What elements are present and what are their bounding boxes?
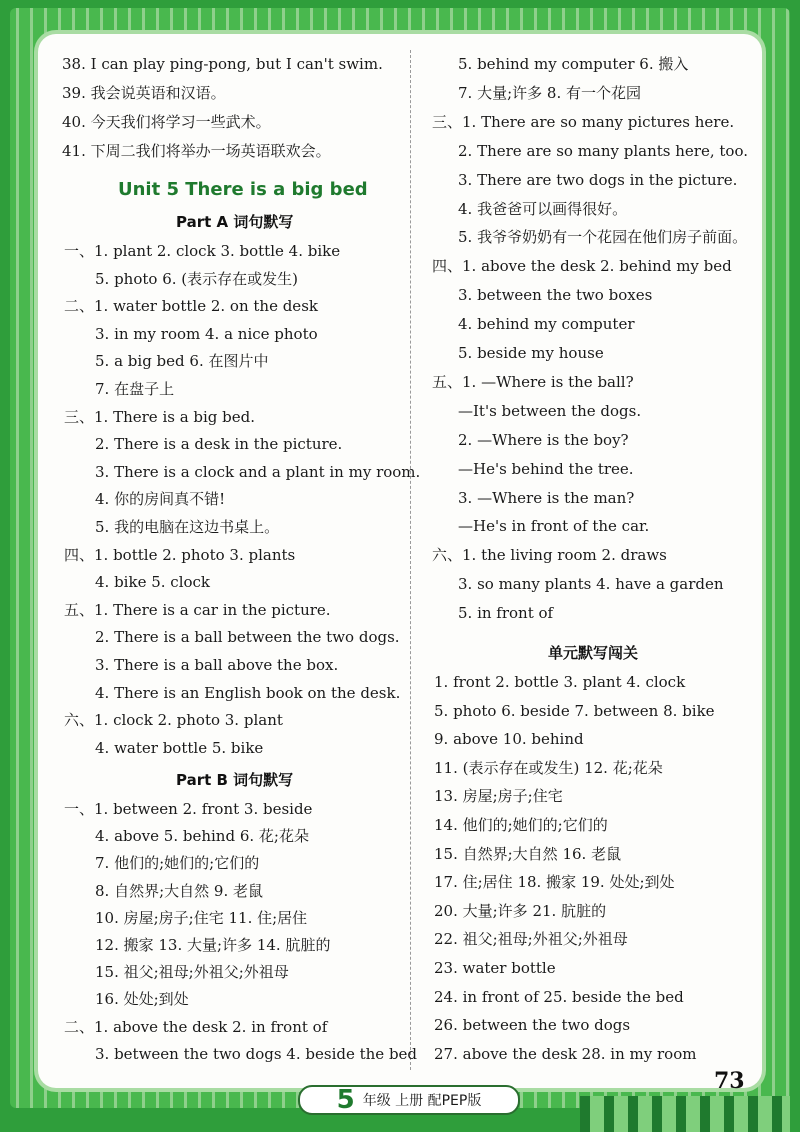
right-lines-line: 5. in front of [458, 604, 554, 623]
part-b-title: Part B 词句默写 [176, 771, 294, 789]
part-a-title: Part A 词句默写 [176, 213, 294, 231]
unit-test-lines-line: 9. above 10. behind [434, 730, 584, 749]
grade-number: 5 [336, 1085, 355, 1115]
part-a-lines-line: 五、1. There is a car in the picture. [64, 600, 331, 619]
right-lines-line: 4. behind my computer [458, 315, 635, 334]
part-a-lines-line: 4. There is an English book on the desk. [95, 683, 401, 702]
right-lines-line: 五、1. —Where is the ball? [432, 372, 634, 391]
unit-test-lines-line: 11. (表示存在或发生) 12. 花;花朵 [434, 758, 663, 777]
unit-test-lines-line: 15. 自然界;大自然 16. 老鼠 [434, 844, 622, 863]
part-a-lines-line: 四、1. bottle 2. photo 3. plants [64, 545, 296, 564]
unit-test-lines-line: 17. 住;居住 18. 搬家 19. 处处;到处 [434, 873, 675, 892]
right-lines-line: —He's in front of the car. [458, 517, 650, 536]
part-a-lines-line: 2. There is a desk in the picture. [95, 435, 343, 454]
part-a-lines-line: 六、1. clock 2. photo 3. plant [64, 711, 283, 730]
right-lines-line: 5. 我爷爷奶奶有一个花园在他们房子前面。 [458, 228, 748, 247]
right-lines-line: 三、1. There are so many pictures here. [432, 112, 735, 131]
unit-test-lines-line: 1. front 2. bottle 3. plant 4. clock [434, 673, 686, 691]
part-a-lines-line: 2. There is a ball between the two dogs. [95, 628, 400, 647]
grade-label: 年级 上册 配PEP版 [362, 1093, 482, 1109]
right-lines-line: 3. so many plants 4. have a garden [458, 575, 724, 594]
grade-badge [298, 1085, 520, 1115]
part-b-lines-line: 10. 房屋;房子;住宅 11. 住;居住 [95, 908, 308, 927]
part-a-lines-line: 4. bike 5. clock [95, 573, 211, 592]
page-number: 73 [714, 1068, 745, 1094]
unit-test-lines-line: 24. in front of 25. beside the bed [434, 987, 684, 1006]
right-lines-line: —He's behind the tree. [458, 459, 634, 478]
left-top-line: 41. 下周二我们将举办一场英语联欢会。 [62, 142, 331, 160]
part-b-lines-line: 4. above 5. behind 6. 花;花朵 [95, 827, 309, 846]
part-a-lines-line: 3. There is a ball above the box. [95, 656, 339, 674]
left-top-line: 38. I can play ping-pong, but I can't swim. [62, 55, 383, 73]
part-a-lines-line: 7. 在盘子上 [95, 380, 175, 398]
part-a-lines-line: 一、1. plant 2. clock 3. bottle 4. bike [64, 242, 341, 260]
unit-test-lines-line: 27. above the desk 28. in my room [434, 1044, 697, 1063]
part-b-lines-line: 二、1. above the desk 2. in front of [64, 1017, 328, 1036]
left-top-line: 40. 今天我们将学习一些武术。 [62, 113, 271, 131]
part-b-lines-line: 3. between the two dogs 4. beside the bed [95, 1044, 418, 1063]
part-a-lines-line: 5. a big bed 6. 在图片中 [95, 352, 269, 371]
part-a-lines-line: 三、1. There is a big bed. [64, 407, 256, 426]
part-a-lines-line: 5. 我的电脑在这边书桌上。 [95, 518, 280, 536]
right-lines-line: 2. There are so many plants here, too. [458, 141, 748, 160]
right-lines-line: 5. behind my computer 6. 搬入 [458, 55, 689, 73]
right-lines-line: 四、1. above the desk 2. behind my bed [432, 257, 732, 276]
part-b-lines-line: 7. 他们的;她们的;它们的 [95, 854, 260, 873]
unit-test-lines-line: 13. 房屋;房子;住宅 [434, 787, 563, 806]
part-b-lines-line: 一、1. between 2. front 3. beside [64, 800, 313, 818]
part-b-lines-line: 16. 处处;到处 [95, 990, 189, 1009]
left-top-line: 39. 我会说英语和汉语。 [62, 84, 226, 102]
part-a-lines-line: 3. in my room 4. a nice photo [95, 324, 318, 343]
footer-bars-decoration [580, 1096, 790, 1132]
unit-test-lines-line: 23. water bottle [434, 959, 556, 977]
column-divider [410, 50, 411, 1070]
unit-test-lines-line: 5. photo 6. beside 7. between 8. bike [434, 701, 715, 720]
unit-test-lines-line: 14. 他们的;她们的;它们的 [434, 816, 608, 834]
right-lines-line: —It's between the dogs. [458, 401, 642, 420]
right-lines-line: 4. 我爸爸可以画得很好。 [458, 199, 628, 218]
right-lines-line: 3. —Where is the man? [458, 488, 635, 507]
unit-title: Unit 5 There is a big bed [118, 179, 368, 200]
part-a-lines-line: 二、1. water bottle 2. on the desk [64, 297, 318, 316]
right-lines-line: 3. between the two boxes [458, 286, 653, 305]
part-a-lines-line: 4. water bottle 5. bike [95, 738, 264, 757]
part-b-lines-line: 8. 自然界;大自然 9. 老鼠 [95, 881, 263, 900]
right-lines-line: 5. beside my house [458, 344, 604, 362]
unit-test-title: 单元默写闯关 [548, 644, 639, 662]
part-b-lines-line: 15. 祖父;祖母;外祖父;外祖母 [95, 963, 289, 982]
unit-test-lines-line: 20. 大量;许多 21. 肮脏的 [434, 901, 607, 920]
part-b-lines-line: 12. 搬家 13. 大量;许多 14. 肮脏的 [95, 936, 331, 954]
part-a-lines-line: 5. photo 6. (表示存在或发生) [95, 269, 298, 288]
unit-test-lines-line: 26. between the two dogs [434, 1016, 631, 1035]
right-lines-line: 3. There are two dogs in the picture. [458, 170, 738, 189]
unit-test-lines-line: 22. 祖父;祖母;外祖父;外祖母 [434, 930, 628, 949]
right-lines-line: 2. —Where is the boy? [458, 430, 629, 449]
right-lines-line: 7. 大量;许多 8. 有一个花园 [458, 83, 641, 102]
right-lines-line: 六、1. the living room 2. draws [432, 546, 667, 565]
part-a-lines-line: 4. 你的房间真不错! [95, 490, 226, 509]
part-a-lines-line: 3. There is a clock and a plant in my room. [95, 462, 421, 481]
